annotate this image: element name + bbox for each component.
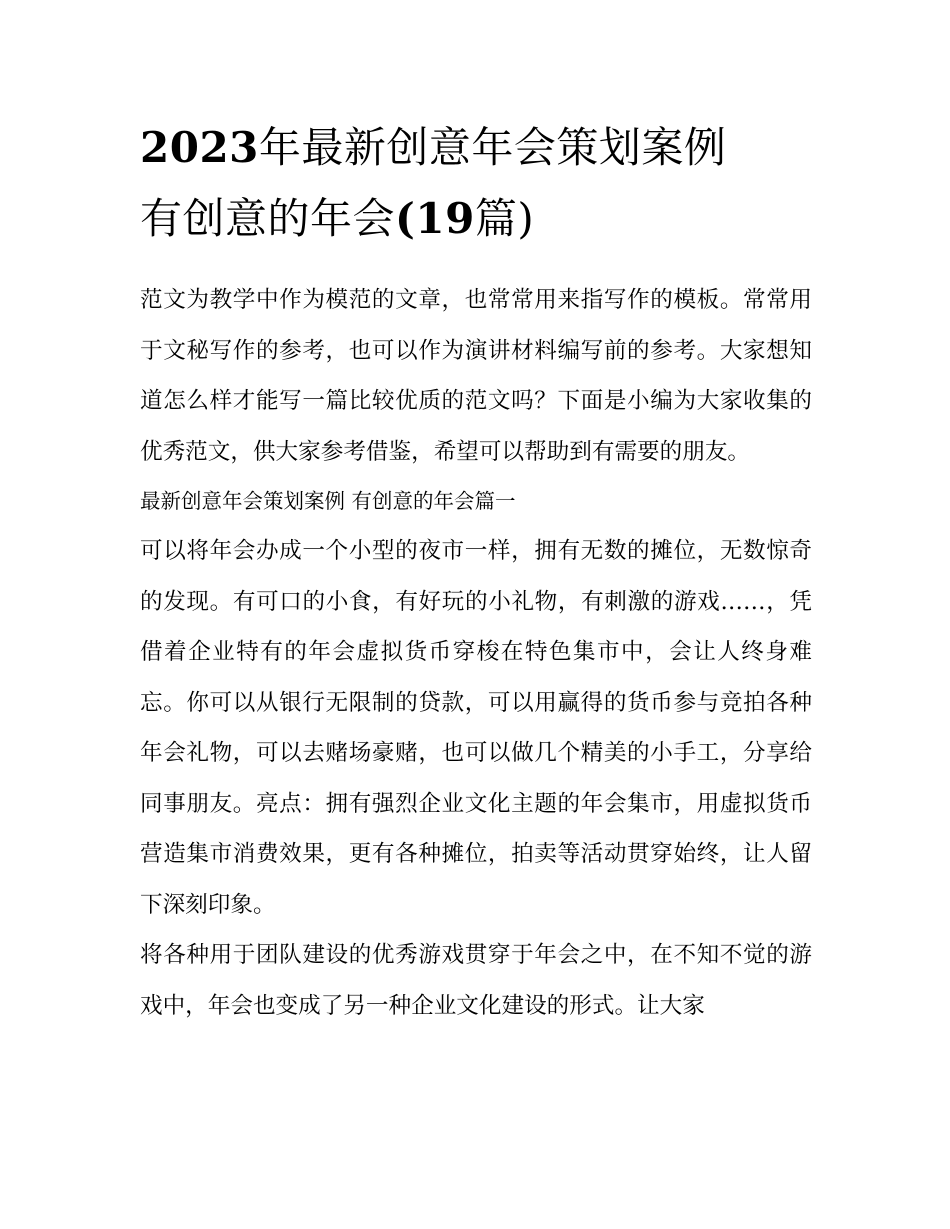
title-year: 2023 <box>140 123 259 172</box>
title-text-2: 有创意的年会 <box>140 194 396 243</box>
title-count: (19 <box>395 194 475 243</box>
section-heading: 最新创意年会策划案例 有创意的年会篇一 <box>140 489 516 513</box>
intro-paragraph: 范文为教学中作为模范的文章，也常常用来指写作的模板。常常用于文秘写作的参考，也可以作为演讲材料编写前的参考。大家想知道怎么样才能写一篇比较优质的范文吗？下面是小编为大家收集的优秀范文，供大家参考借鉴，希望可以帮助到有需要的朋友。 <box>140 287 812 465</box>
body-paragraph-2: 将各种用于团队建设的优秀游戏贯穿于年会之中，在不知不觉的游戏中，年会也变成了另一种企业文化建设的形式。让大家 <box>140 942 812 1019</box>
document-title <box>140 112 812 254</box>
title-text-3: 篇) <box>474 194 535 243</box>
document-content <box>140 112 812 1031</box>
body-paragraph-1: 可以将年会办成一个小型的夜市一样，拥有无数的摊位，无数惊奇的发现。有可口的小食，有好玩的小礼物，有刺激的游戏……，凭借着企业特有的年会虚拟货币穿梭在特色集市中，会让人终身难忘。你可以从银行无限制的贷款，可以用赢得的货币参与竞拍各种年会礼物，可以去赌场豪赌，也可以做几个精美的小手工，分享给同事朋友。亮点：拥有强烈企业文化主题的年会集市，用虚拟货币营造集市消费效果，更有各种摊位，拍卖等活动贯穿始终，让人留下深刻印象。 <box>140 538 812 918</box>
title-text-1: 年最新创意年会策划案例 <box>258 123 727 172</box>
